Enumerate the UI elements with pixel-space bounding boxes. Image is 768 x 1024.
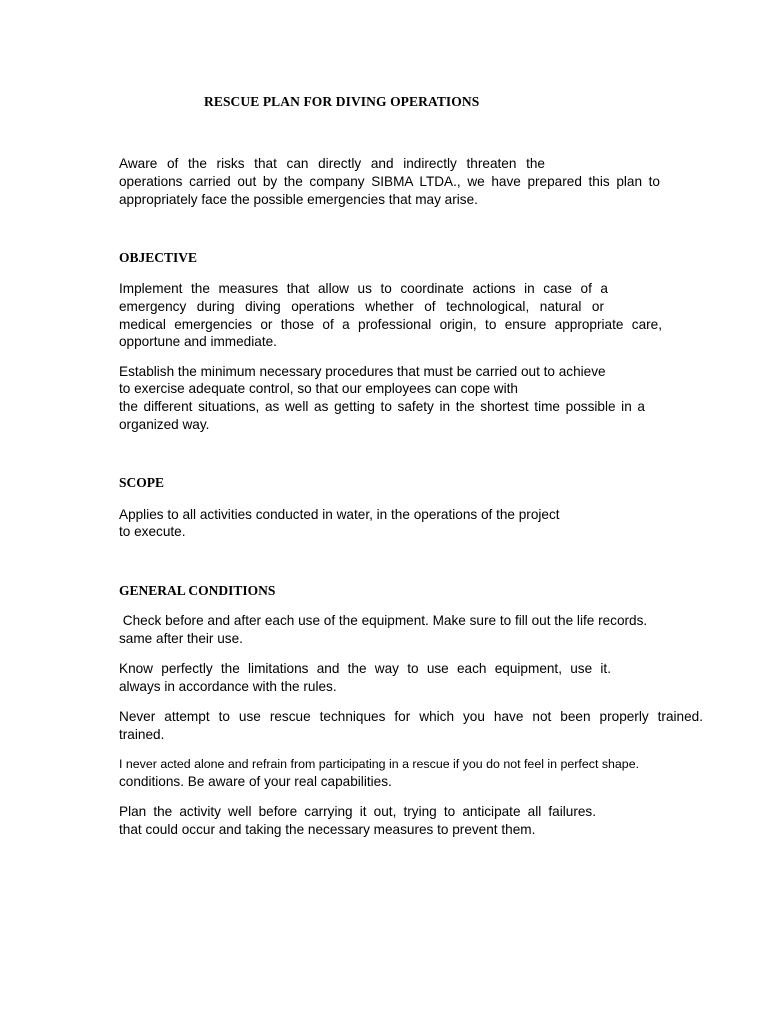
general-item-5-line-2: that could occur and taking the necessary measures to prevent them. (119, 822, 536, 837)
scope-line-1: Applies to all activities conducted in water, in the operations of the project (119, 507, 560, 522)
objective-para1-line-2: emergency during diving operations whether of technological, natural or (119, 299, 604, 314)
scope-heading: SCOPE (119, 475, 165, 490)
scope-line-2: to execute. (119, 524, 186, 539)
general-item-4-line-2: conditions. Be aware of your real capabilities. (119, 774, 392, 789)
objective-para1-line-3: medical emergencies or those of a professional origin, to ensure appropriate care, (119, 317, 662, 332)
general-item-2-line-2: always in accordance with the rules. (119, 679, 337, 694)
document-title: RESCUE PLAN FOR DIVING OPERATIONS (204, 94, 480, 109)
general-item-4-line-1: I never acted alone and refrain from participating in a rescue if you do not feel in perfect shape. (119, 757, 640, 771)
general-item-1-line-2: same after their use. (119, 631, 243, 646)
general-item-3-line-2: trained. (119, 727, 165, 742)
general-item-3-line-1: Never attempt to use rescue techniques for which you have not been properly trained. (119, 709, 703, 724)
general-item-1-line-1: Check before and after each use of the equipment. Make sure to fill out the life records. (119, 613, 648, 628)
objective-para2-line-3: the different situations, as well as getting to safety in the shortest time possible in a (119, 399, 645, 414)
objective-para1-line-1: Implement the measures that allow us to coordinate actions in case of a (119, 281, 608, 296)
general-item-2-line-1: Know perfectly the limitations and the way to use each equipment, use it. (119, 661, 611, 676)
intro-line-2: operations carried out by the company SIBMA LTDA., we have prepared this plan to (119, 174, 660, 189)
intro-line-1: Aware of the risks that can directly and indirectly threaten the (119, 156, 545, 171)
general-item-5-line-1: Plan the activity well before carrying it out, trying to anticipate all failures. (119, 804, 596, 819)
objective-heading: OBJECTIVE (119, 250, 198, 265)
general-conditions-heading: GENERAL CONDITIONS (119, 583, 276, 598)
objective-para2-line-2: to exercise adequate control, so that our employees can cope with (119, 381, 518, 396)
intro-line-3: appropriately face the possible emergencies that may arise. (119, 192, 478, 207)
objective-para2-line-4: organized way. (119, 417, 210, 432)
objective-para1-line-4: opportune and immediate. (119, 334, 277, 349)
objective-para2-line-1: Establish the minimum necessary procedures that must be carried out to achieve (119, 364, 606, 379)
